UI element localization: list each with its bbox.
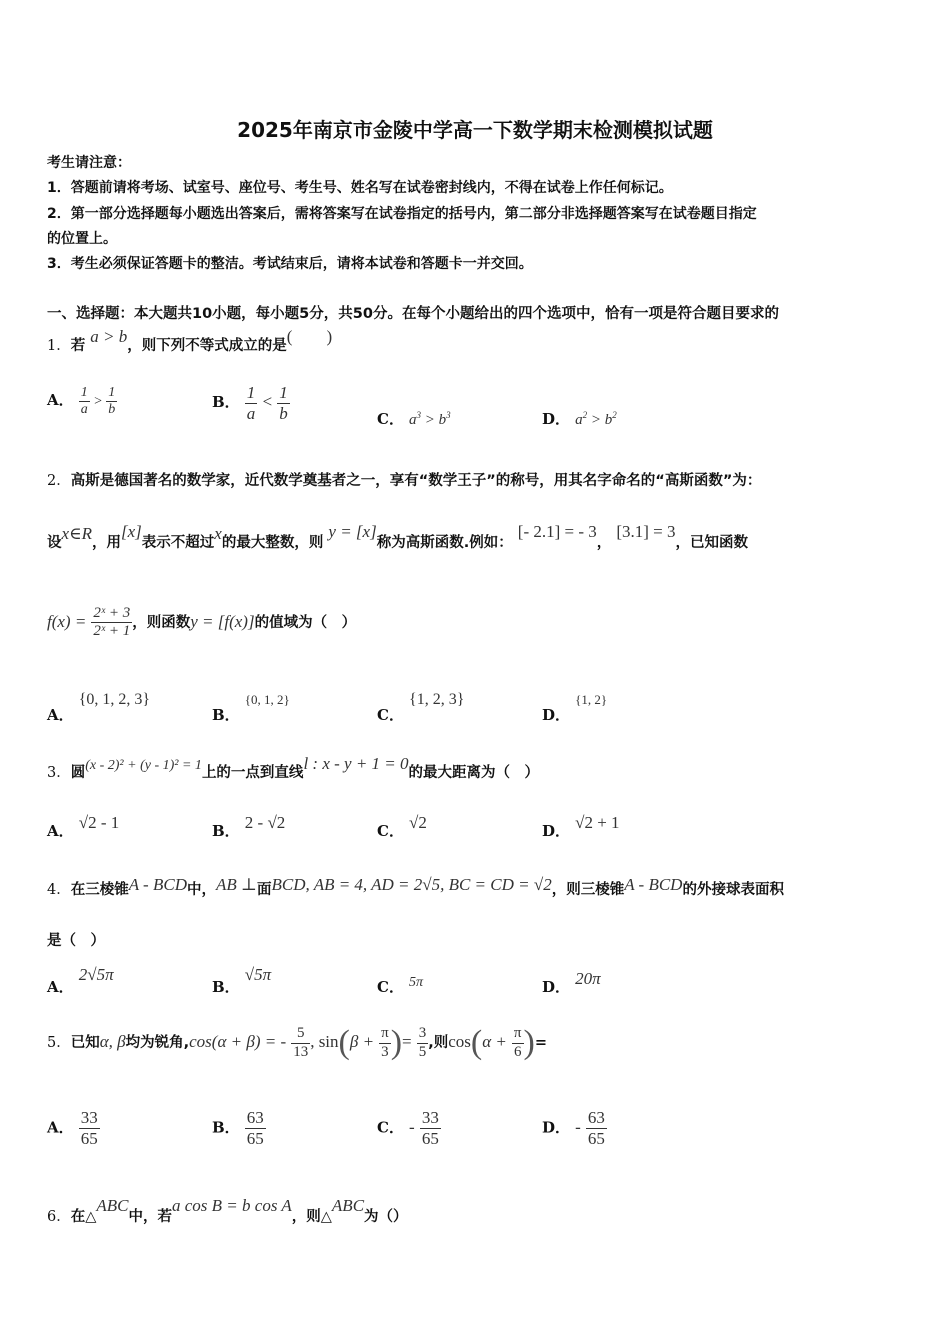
question-number: 4．	[47, 882, 71, 898]
section-heading: 一、选择题：本大题共10小题，每小题5分，共50分。在每个小题给出的四个选项中，恰有一项是符合题目要求的	[47, 306, 779, 322]
q2-option-c[interactable]: C． {1, 2, 3}	[377, 691, 465, 724]
question-5: 5．已知α, β均为锐角,cos(α + β) = - $\frac{5}{13}$ , sin(β + $\frac{\pi}{3}$ )= $\frac{3}{5}$ ,则cos(α + $\frac{\pi}{6}$ )=	[47, 1024, 547, 1061]
q1-option-c[interactable]: C． $a^3 > b^3$	[377, 410, 451, 428]
q2-option-a[interactable]: A． {0, 1, 2, 3}	[47, 691, 151, 724]
notice-item: 2．第一部分选择题每小题选出答案后，需将答案写在试卷指定的括号内，第二部分非选择题答案写在试卷题目指定	[47, 206, 757, 222]
math-condition: a > b	[90, 327, 128, 346]
notice-item: 1．答题前请将考场、试室号、座位号、考生号、姓名写在试卷密封线内，不得在试卷上作任何标记。	[47, 180, 673, 196]
question-3: 3．圆(x - 2)² + (y - 1)² = 1上的一点到直线l : x - y + 1 = 0的最大距离为（ ）	[47, 754, 540, 781]
math-option: $\frac{1}{a}$ > $\frac{1}{b}$	[80, 385, 116, 418]
q1-option-b[interactable]: B． $\frac{1}{a}$ < $\frac{1}{b}$	[212, 383, 288, 423]
q3-option-b[interactable]: B． 2 - √2	[212, 813, 286, 840]
q4-option-a[interactable]: A． 2√5π	[47, 965, 114, 996]
question-number: 5．	[47, 1035, 71, 1051]
notice-item: 的位置上。	[47, 231, 117, 247]
q2-option-d[interactable]: D． {1, 2}	[542, 692, 608, 724]
question-number: 1．	[47, 338, 71, 354]
question-number: 6．	[47, 1209, 71, 1225]
q4-option-c[interactable]: C． 5π	[377, 975, 424, 996]
math-option: $a^3 > b^3$	[409, 410, 451, 428]
q1-option-a[interactable]: A． $\frac{1}{a}$ > $\frac{1}{b}$	[47, 385, 116, 418]
question-1: 1．若 a > b，则下列不等式成立的是( )	[47, 327, 333, 354]
q1-option-d[interactable]: D． $a^2 > b^2$	[542, 410, 617, 428]
notice-heading: 考生请注意：	[47, 155, 131, 171]
notice-item: 3．考生必须保证答题卡的整洁。考试结束后，请将本试卷和答题卡一并交回。	[47, 256, 533, 272]
q5-option-c[interactable]: C． - $\frac{33}{65}$	[377, 1108, 439, 1148]
question-2: 2．高斯是德国著名的数学家，近代数学奠基者之一，享有“数学王子”的称号，用其名字命名的“高斯函数”为：	[47, 473, 762, 489]
math-option: $\frac{1}{a}$ < $\frac{1}{b}$	[246, 383, 288, 423]
q4-option-d[interactable]: D． 20π	[542, 969, 601, 996]
q5-option-d[interactable]: D． - $\frac{63}{65}$	[542, 1108, 605, 1148]
question-number: 2．	[47, 473, 71, 489]
question-number: 3．	[47, 765, 71, 781]
question-2-line2: 设x∈R，用[x]表示不超过x的最大整数，则 y = [x]称为高斯函数.例如： [- 2.1] = - 3， [3.1] = 3，已知函数	[47, 522, 748, 551]
question-6: 6．在△ABC中，若a cos B = b cos A，则△ABC为（）	[47, 1196, 408, 1225]
q3-option-c[interactable]: C． √2	[377, 813, 427, 840]
q5-option-a[interactable]: A． $\frac{33}{65}$	[47, 1108, 98, 1148]
answer-paren: ( )	[286, 327, 333, 346]
q2-option-b[interactable]: B． {0, 1, 2}	[212, 692, 290, 724]
question-2-line3: f(x) = $\frac{\text{2ˣ + 3}}{\text{2ˣ + 1}}$ ，则函数y = [f(x)]的值域为（ ）	[47, 605, 357, 640]
function-definition: f(x) =	[47, 611, 87, 631]
q5-option-b[interactable]: B． $\frac{63}{65}$	[212, 1108, 264, 1148]
q4-option-b[interactable]: B． √5π	[212, 965, 272, 996]
page-title: 2025年南京市金陵中学高一下数学期末检测模拟试题	[237, 118, 713, 142]
q3-option-d[interactable]: D． √2 + 1	[542, 813, 620, 840]
q3-option-a[interactable]: A． √2 - 1	[47, 813, 120, 840]
math-option: $a^2 > b^2$	[575, 410, 617, 428]
question-4: 4．在三棱锥A - BCD中，AB ⊥面BCD, AB = 4, AD = 2√5, BC = CD = √2，则三棱锥A - BCD的外接球表面积	[47, 875, 784, 898]
question-4-line2: 是（ ）	[47, 933, 105, 949]
